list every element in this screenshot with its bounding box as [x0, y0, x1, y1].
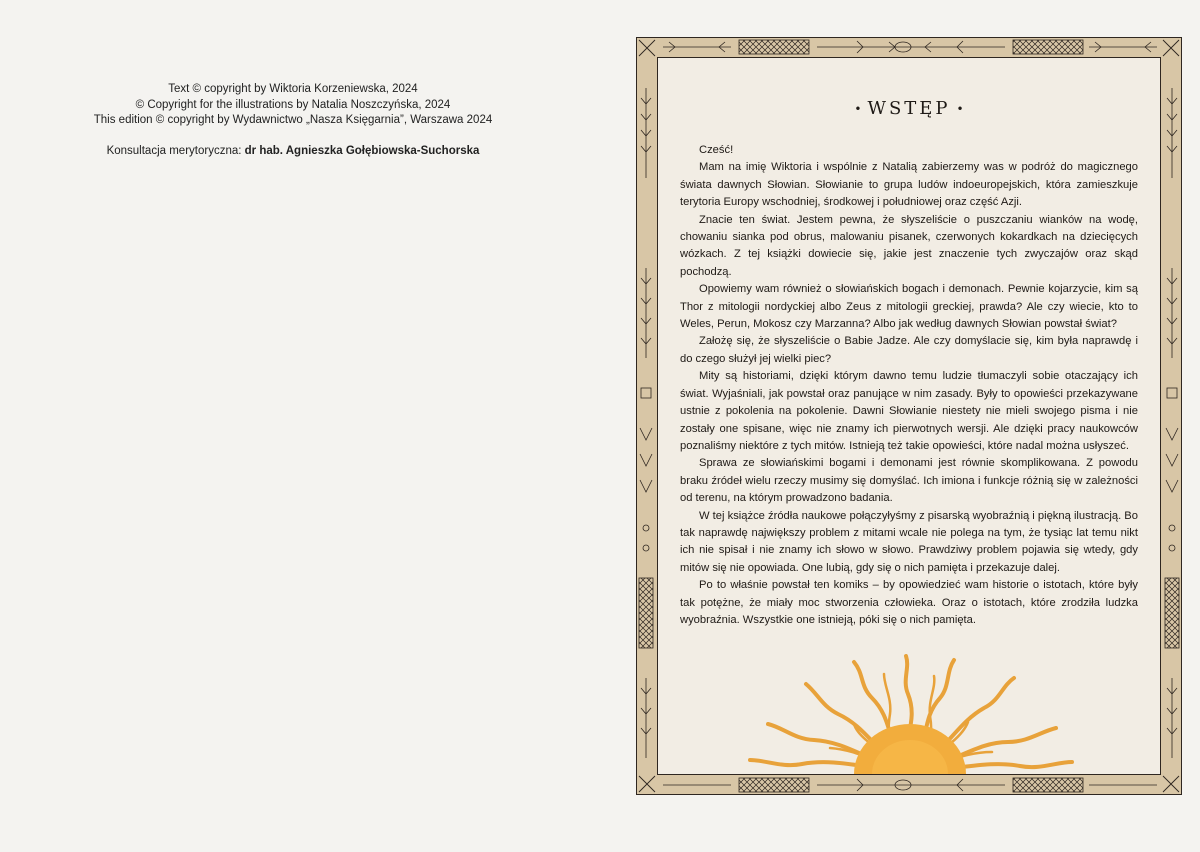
paragraph: W tej książce źródła naukowe połączyłyśmy z pisarską wyobraźnią i piękną ilustracją. Bo tak naprawdę największy problem z mitami wcale nie polega na tym, że tysiąc lat temu nikt ich nie spisał i nie znamy ich słowo w słowo. Prawdziwy problem pojawia się wtedy, gdy mitów się nie opowiada. One lubią, gdy się o nich pamięta i przekazuje dalej.: [680, 509, 1138, 574]
consultation-label: Konsultacja merytoryczna:: [106, 145, 245, 157]
copyright-credits: [60, 82, 526, 129]
credit-line-illustrations: © Copyright for the illustrations by Natalia Noszczyńska, 2024: [135, 98, 451, 111]
paragraph: Mam na imię Wiktoria i wspólnie z Natalią zabierzemy was w podróż do magicznego świata dawnych Słowian. Słowianie to grupa ludów indoeuropejskich, która zamieszkuje terytoria Europy wschodniej, środkowej i południowej oraz część Azji.: [680, 161, 1138, 209]
frame-corner-ornament: [637, 774, 657, 794]
frame-corner-ornament: [637, 38, 657, 58]
frame-border-bottom: [657, 776, 1163, 794]
paragraph: Po to właśnie powstał ten komiks – by opowiedzieć wam historie o istotach, które były tak potężne, że miały moc stworzenia człowieka. Oraz o istotach, które zrodziła ludzka wyobraźnia. Wszystkie one istnieją, póki się o nich pamięta.: [680, 579, 1138, 626]
frame-corner-ornament: [1161, 774, 1181, 794]
sun-illustration: [658, 654, 1161, 774]
credit-line-text: Text © copyright by Wiktoria Korzeniewska, 2024: [168, 83, 418, 95]
paragraph: Założę się, że słyszeliście o Babie Jadze. Ale czy domyślacie się, kim była naprawdę i do czego służył jej wielki piec?: [680, 335, 1138, 365]
credit-line-edition: This edition © copyright by Wydawnictwo „Nasza Księgarnia”, Warszawa 2024: [93, 114, 493, 126]
consultation-name: dr hab. Agnieszka Gołębiowska-Suchorska: [244, 145, 480, 157]
paragraph: Sprawa ze słowiańskimi bogami i demonami jest równie skomplikowana. Z powodu braku źródeł wielu rzeczy musimy się domyślać. Ich imiona i funkcje różnią się w zależności od terenu, na którym prowadzono badania.: [680, 457, 1138, 505]
frame-border-right: [1163, 58, 1181, 774]
right-page-content: [657, 57, 1161, 775]
paragraph: Mity są historiami, dzięki którym dawno temu ludzie tłumaczyli sobie otaczający ich świat. Wyjaśniali, jak powstał oraz panujące w nim zasady. Były to opowieści przekazywane ustnie z pokolenia na pokolenie. Dawni Słowianie niestety nie mieli swojego pisma i nie zostały one spisane, więc nie znamy ich pierwotnych wersji. Ale dzięki pracy naukowców poznaliśmy niektóre z tych mitów. Istnieją też takie opowieści, które nadal można usłyszeć.: [680, 370, 1138, 452]
consultation-credit: [60, 145, 526, 157]
paragraph: Opowiemy wam również o słowiańskich bogach i demonach. Pewnie kojarzycie, kim są Thor z mitologii nordyckiej albo Zeus z mitologii greckiej, prawda? Ale czy wiecie, kto to Weles, Perun, Mokosz czy Marzanna? Albo jak według dawnych Słowian powstał świat?: [680, 283, 1138, 331]
ornamental-frame: [636, 37, 1182, 795]
chapter-title: [658, 98, 1160, 119]
paragraph: Cześć!: [699, 144, 734, 156]
paragraph: Znacie ten świat. Jestem pewna, że słyszeliście o puszczaniu wianków na wodę, chowaniu sianka pod obrus, malowaniu pisanek, czerwonych kokardkach na dziecięcych wózkach. Z tej książki dowiecie się, jakie jest znaczenie tych zwyczajów oraz skąd pochodzą.: [680, 213, 1138, 278]
title-dot-icon: •: [854, 102, 862, 116]
frame-corner-ornament: [1161, 38, 1181, 58]
title-dot-icon: •: [956, 102, 964, 116]
frame-border-left: [637, 58, 655, 774]
introduction-text: [680, 142, 1138, 629]
chapter-title-text: WSTĘP: [867, 98, 951, 119]
frame-border-top: [657, 38, 1163, 56]
